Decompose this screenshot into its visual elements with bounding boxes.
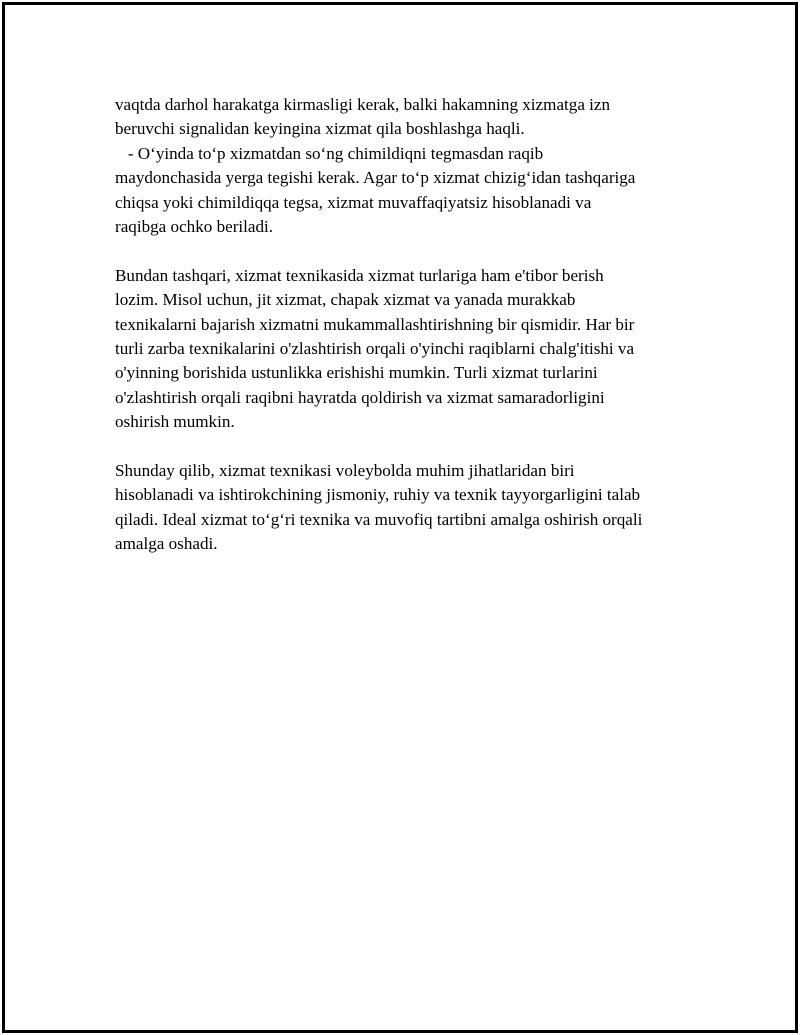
text-line: - O‘yinda to‘p xizmatdan so‘ng chimildiqni tegmasdan raqib bbox=[115, 143, 544, 163]
document-body bbox=[115, 93, 695, 557]
text-line: beruvchi signalidan keyingina xizmat qila boshlashga haqli. bbox=[115, 119, 525, 139]
text-line: lozim. Misol uchun, jit xizmat, chapak xizmat va yanada murakkab bbox=[115, 290, 576, 310]
text-line: chiqsa yoki chimildiqqa tegsa, xizmat muvaffaqiyatsiz hisoblanadi va bbox=[115, 192, 592, 212]
text-line: oshirish mumkin. bbox=[115, 412, 235, 432]
text-line: hisoblanadi va ishtirokchining jismoniy, ruhiy va texnik tayyorgarligini talab bbox=[115, 485, 641, 505]
text-line: maydonchasida yerga tegishi kerak. Agar to‘p xizmat chizig‘idan tashqariga bbox=[115, 168, 636, 188]
text-line: Bundan tashqari, xizmat texnikasida xizmat turlariga ham e'tibor berish bbox=[115, 265, 604, 285]
text-line: texnikalarni bajarish xizmatni mukammallashtirishning bir qismidir. Har bir bbox=[115, 314, 635, 334]
paragraph-serve-rules bbox=[115, 93, 695, 239]
text-line: qiladi. Ideal xizmat to‘g‘ri texnika va muvofiq tartibni amalga oshirish orqali bbox=[115, 509, 643, 529]
text-line: o'yinning borishida ustunlikka erishishi mumkin. Turli xizmat turlarini bbox=[115, 363, 598, 383]
text-line: raqibga ochko beriladi. bbox=[115, 217, 274, 237]
paragraph-spacer bbox=[115, 435, 695, 459]
text-line: Shunday qilib, xizmat texnikasi voleybolda muhim jihatlaridan biri bbox=[115, 461, 575, 481]
text-line: vaqtda darhol harakatga kirmasligi kerak, balki hakamning xizmatga izn bbox=[115, 95, 611, 114]
paragraph-spacer bbox=[115, 239, 695, 263]
paragraph-serve-types bbox=[115, 264, 695, 435]
text-line: turli zarba texnikalarini o'zlashtirish orqali o'yinchi raqiblarni chalg'itishi va bbox=[115, 339, 635, 359]
text-line: o'zlashtirish orqali raqibni hayratda qoldirish va xizmat samaradorligini bbox=[115, 387, 605, 407]
text-line: amalga oshadi. bbox=[115, 534, 218, 554]
paragraph-conclusion bbox=[115, 459, 695, 557]
